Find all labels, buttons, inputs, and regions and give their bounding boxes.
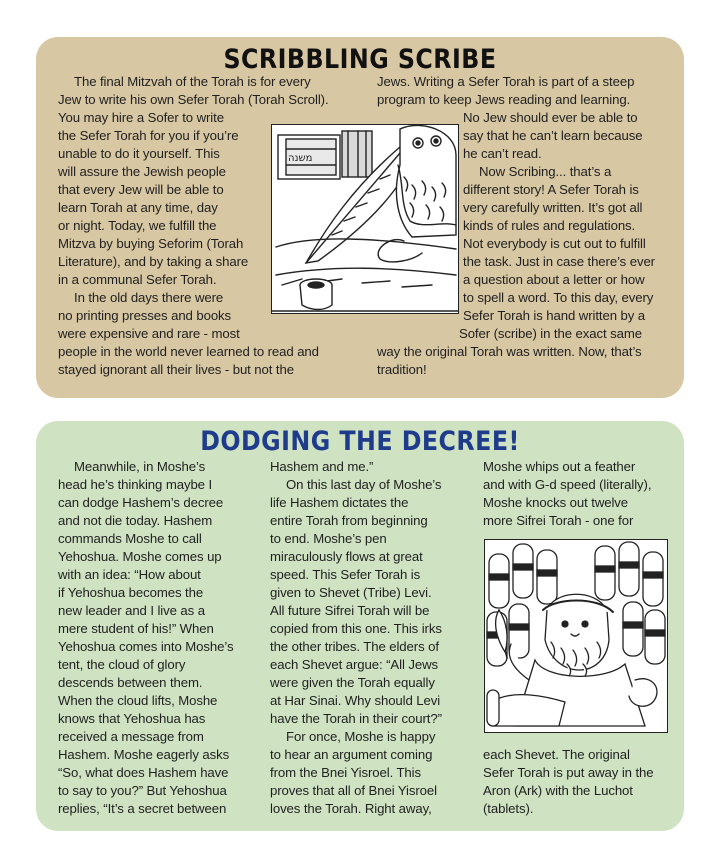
text-line: You may hire a Sofer to write	[58, 110, 224, 125]
text-line: that every Jew will be able to	[58, 182, 224, 197]
text-line: When the cloud lifts, Moshe	[58, 693, 218, 708]
text-line: Sofer (scribe) in the exact same	[459, 326, 642, 341]
text-line: Literature), and by taking a share	[58, 254, 249, 269]
text-line: loves the Torah. Right away,	[270, 801, 432, 816]
text-line: copied from this one. This irks	[270, 621, 442, 636]
text-line: No Jew should ever be able to	[463, 110, 638, 125]
text-line: tent, the cloud of glory	[58, 657, 186, 672]
text-line: replies, “It’s a secret between	[58, 801, 227, 816]
text-line: can dodge Hashem’s decree	[58, 495, 224, 510]
text-line: unable to do it yourself. This	[58, 146, 220, 161]
text-line: Hashem. Moshe eagerly asks	[58, 747, 230, 762]
text-line: head he’s thinking maybe I	[58, 477, 213, 492]
text-line: proves that all of Bnei Yisroel	[270, 783, 437, 798]
text-line: miraculously flows at great	[270, 549, 423, 564]
text-line: say that he can’t learn because	[463, 128, 643, 143]
text-line: program to keep Jews reading and learning.	[377, 92, 631, 107]
text-line: from the Bnei Yisroel. This	[270, 765, 421, 780]
text-line: “So, what does Hashem have	[58, 765, 229, 780]
text-line: people in the world never learned to read and	[58, 344, 319, 359]
text-line: way the original Torah was written. Now, that’s	[377, 344, 642, 359]
text-line: the task. Just in case there’s ever	[463, 254, 655, 269]
text-line: Yehoshua. Moshe comes up	[58, 549, 222, 564]
text-line: each Shevet argue: “All Jews	[270, 657, 438, 672]
text-line: kinds of rules and regulations.	[463, 218, 636, 233]
text-line: Not everybody is cut out to fulfill	[463, 236, 646, 251]
text-line: to spell a word. To this day, every	[463, 290, 654, 305]
section-title-dodging-decree: DODGING THE DECREE!	[200, 426, 520, 457]
section-title-scribbling-scribe: SCRIBBLING SCRIBE	[223, 44, 497, 75]
text-line: speed. This Sefer Torah is	[270, 567, 421, 582]
text-line: with an idea: “How about	[58, 567, 201, 582]
text-line: to say to you?” But Yehoshua	[58, 783, 227, 798]
text-line: he can’t read.	[463, 146, 542, 161]
text-line: Sefer Torah is put away in the	[483, 765, 654, 780]
text-line: to end. Moshe’s pen	[270, 531, 387, 546]
text-line: given to Shevet (Tribe) Levi.	[270, 585, 432, 600]
scribe-writing-illustration	[271, 124, 459, 314]
text-line: Hashem and me.”	[270, 459, 374, 474]
text-line: and with G-d speed (literally),	[483, 477, 652, 492]
text-line: Sefer Torah is hand written by a	[463, 308, 646, 323]
text-line: The final Mitzvah of the Torah is for every	[74, 74, 311, 89]
text-line: life Hashem dictates the	[270, 495, 409, 510]
book-spine-label: משנה	[288, 153, 313, 164]
text-line: On this last day of Moshe’s	[286, 477, 442, 492]
moshe-scrolls-illustration	[484, 539, 668, 733]
text-line: Now Scribing... that’s a	[479, 164, 612, 179]
text-line: stayed ignorant all their lives - but not the	[58, 362, 294, 377]
text-line: Moshe knocks out twelve	[483, 495, 629, 510]
text-line: if Yehoshua becomes the	[58, 585, 204, 600]
text-line: to hear an argument coming	[270, 747, 433, 762]
text-line: received a message from	[58, 729, 204, 744]
text-line: very carefully written. It’s got all	[463, 200, 643, 215]
text-line: in a communal Sefer Torah.	[58, 272, 217, 287]
text-line: different story! A Sefer Torah is	[463, 182, 639, 197]
text-line: Mitzva by buying Seforim (Torah	[58, 236, 244, 251]
text-line: mere student of his!” When	[58, 621, 214, 636]
text-line: new leader and I live as a	[58, 603, 205, 618]
text-line: Jew to write his own Sefer Torah (Torah Scroll).	[58, 92, 329, 107]
text-line: at Har Sinai. Why should Levi	[270, 693, 441, 708]
text-line: For once, Moshe is happy	[286, 729, 436, 744]
text-line: the other tribes. The elders of	[270, 639, 439, 654]
text-line: (tablets).	[483, 801, 534, 816]
text-line: were expensive and rare - most	[58, 326, 240, 341]
text-line: Meanwhile, in Moshe’s	[74, 459, 206, 474]
text-line: or night. Today, we fulfill the	[58, 218, 217, 233]
text-line: Jews. Writing a Sefer Torah is part of a steep	[377, 74, 635, 89]
text-line: the Sefer Torah for you if you’re	[58, 128, 239, 143]
text-line: have the Torah in their court?”	[270, 711, 442, 726]
text-line: entire Torah from beginning	[270, 513, 428, 528]
text-line: were given the Torah equally	[270, 675, 435, 690]
text-line: more Sifrei Torah - one for	[483, 513, 634, 528]
text-line: and not die today. Hashem	[58, 513, 213, 528]
text-line: a question about a letter or how	[463, 272, 645, 287]
text-line: learn Torah at any time, day	[58, 200, 218, 215]
text-line: In the old days there were	[74, 290, 224, 305]
text-line: Aron (Ark) with the Luchot	[483, 783, 633, 798]
text-line: Yehoshua comes into Moshe’s	[58, 639, 234, 654]
text-line: each Shevet. The original	[483, 747, 630, 762]
text-line: Moshe whips out a feather	[483, 459, 636, 474]
text-line: descends between them.	[58, 675, 203, 690]
text-line: knows that Yehoshua has	[58, 711, 206, 726]
text-line: no printing presses and books	[58, 308, 232, 323]
text-line: tradition!	[377, 362, 427, 377]
text-line: commands Moshe to call	[58, 531, 202, 546]
text-line: All future Sifrei Torah will be	[270, 603, 430, 618]
text-line: will assure the Jewish people	[58, 164, 226, 179]
